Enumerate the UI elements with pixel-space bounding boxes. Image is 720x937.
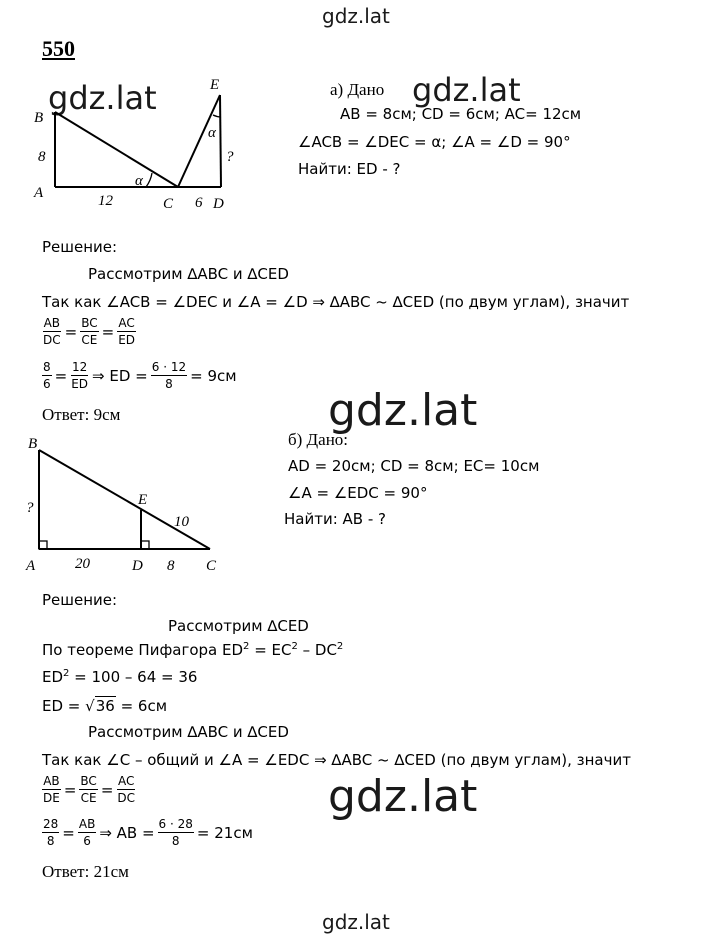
- part-a-find: Найти: ED - ?: [298, 160, 401, 178]
- part-b-given-2: ∠A = ∠EDC = 90°: [288, 484, 428, 502]
- diagram-a: [30, 75, 240, 215]
- diagram-b-label-b: B: [28, 436, 38, 452]
- diagram-b-label-a: A: [26, 558, 36, 572]
- diagram-a-label-alpha-c: α: [135, 173, 143, 189]
- part-b-ratio: $\frac{AB}{DE}$ = $\frac{BC}{CE}$ = $\frac{AC}{DC}$: [43, 774, 136, 805]
- part-b-consider-2: Рассмотрим ∆ABC и ∆CED: [88, 723, 289, 741]
- diagram-a-label-a: A: [34, 185, 44, 201]
- part-a-answer: Ответ: 9см: [42, 405, 121, 424]
- watermark-lower: gdz.lat: [328, 771, 478, 822]
- watermark-right: gdz.lat: [412, 71, 521, 109]
- part-a-calc: $\frac{8}{6}$ = $\frac{12}{ED}$ ⇒ ED = $\frac{6 \cdot 12}{8}$ = 9см: [43, 360, 237, 391]
- diagram-a-length-ab: 8: [38, 149, 46, 165]
- diagram-a-length-cd: 6: [195, 195, 203, 211]
- part-a-solution-title: Решение:: [42, 238, 118, 256]
- part-a-given-2: ∠ACB = ∠DEC = α; ∠A = ∠D = 90°: [298, 133, 571, 151]
- watermark-bottom: gdz.lat: [322, 910, 390, 934]
- diagram-b-length-dc: 8: [167, 558, 175, 572]
- diagram-b-length-ab: ?: [26, 500, 34, 516]
- diagram-a-label-e: E: [210, 77, 220, 93]
- part-b-consider-1: Рассмотрим ∆CED: [168, 617, 309, 635]
- part-b-pythagoras: По теореме Пифагора $ED^2 = EC^2 - DC^2$: [42, 641, 344, 659]
- part-b-calc: $\frac{28}{8}$ = $\frac{AB}{6}$ ⇒ AB = $\frac{6 \cdot 28}{8}$ = 21см: [43, 817, 253, 848]
- diagram-a-label-alpha-e: α: [208, 125, 216, 141]
- diagram-a-length-ac: 12: [98, 193, 113, 209]
- diagram-a-label-d: D: [213, 196, 224, 212]
- diagram-b-label-e: E: [138, 492, 148, 508]
- diagram-b: [22, 432, 232, 572]
- part-a-given-1: AB = 8см; CD = 6см; AC= 12см: [340, 105, 582, 123]
- diagram-b-length-ec: 10: [174, 514, 189, 530]
- diagram-b-label-c: C: [206, 558, 217, 572]
- diagram-a-label-b: B: [34, 110, 44, 126]
- diagram-b-label-d: D: [132, 558, 143, 572]
- watermark-top: gdz.lat: [322, 4, 390, 28]
- diagram-b-length-ad: 20: [75, 556, 90, 572]
- watermark-center: gdz.lat: [328, 385, 478, 436]
- part-b-ed-value: ED = √36 = 6см: [42, 697, 168, 715]
- part-a-ratio: $\frac{AB}{DC}$ = $\frac{BC}{CE}$ = $\frac{AC}{ED}$: [43, 316, 136, 347]
- diagram-a-length-ed: ?: [226, 149, 234, 165]
- watermark-left: gdz.lat: [48, 79, 157, 117]
- part-b-answer: Ответ: 21см: [42, 862, 129, 881]
- problem-number: 550: [42, 36, 75, 61]
- part-b-find: Найти: AB - ?: [284, 510, 386, 528]
- part-b-solution-title: Решение:: [42, 591, 118, 609]
- part-a-since: Так как ∠ACB = ∠DEC и ∠A = ∠D ⇒ ∆ABC ~ ∆CED (по двум углам), значит: [42, 293, 630, 311]
- part-a-header: а) Дано: [330, 80, 385, 99]
- part-b-header: б) Дано:: [288, 430, 349, 449]
- sqrt-radicand: 36: [95, 697, 115, 715]
- part-b-since: Так как ∠C – общий и ∠A = ∠EDC ⇒ ∆ABC ~ ∆CED (по двум углам), значит: [42, 751, 631, 769]
- part-b-given-1: AD = 20см; CD = 8см; EC= 10см: [288, 457, 540, 475]
- part-b-ed-squared: $ED^2 = 100 - 64 = 36$: [42, 668, 198, 686]
- diagram-a-label-c: C: [163, 196, 174, 212]
- part-a-consider: Рассмотрим ∆ABC и ∆CED: [88, 265, 289, 283]
